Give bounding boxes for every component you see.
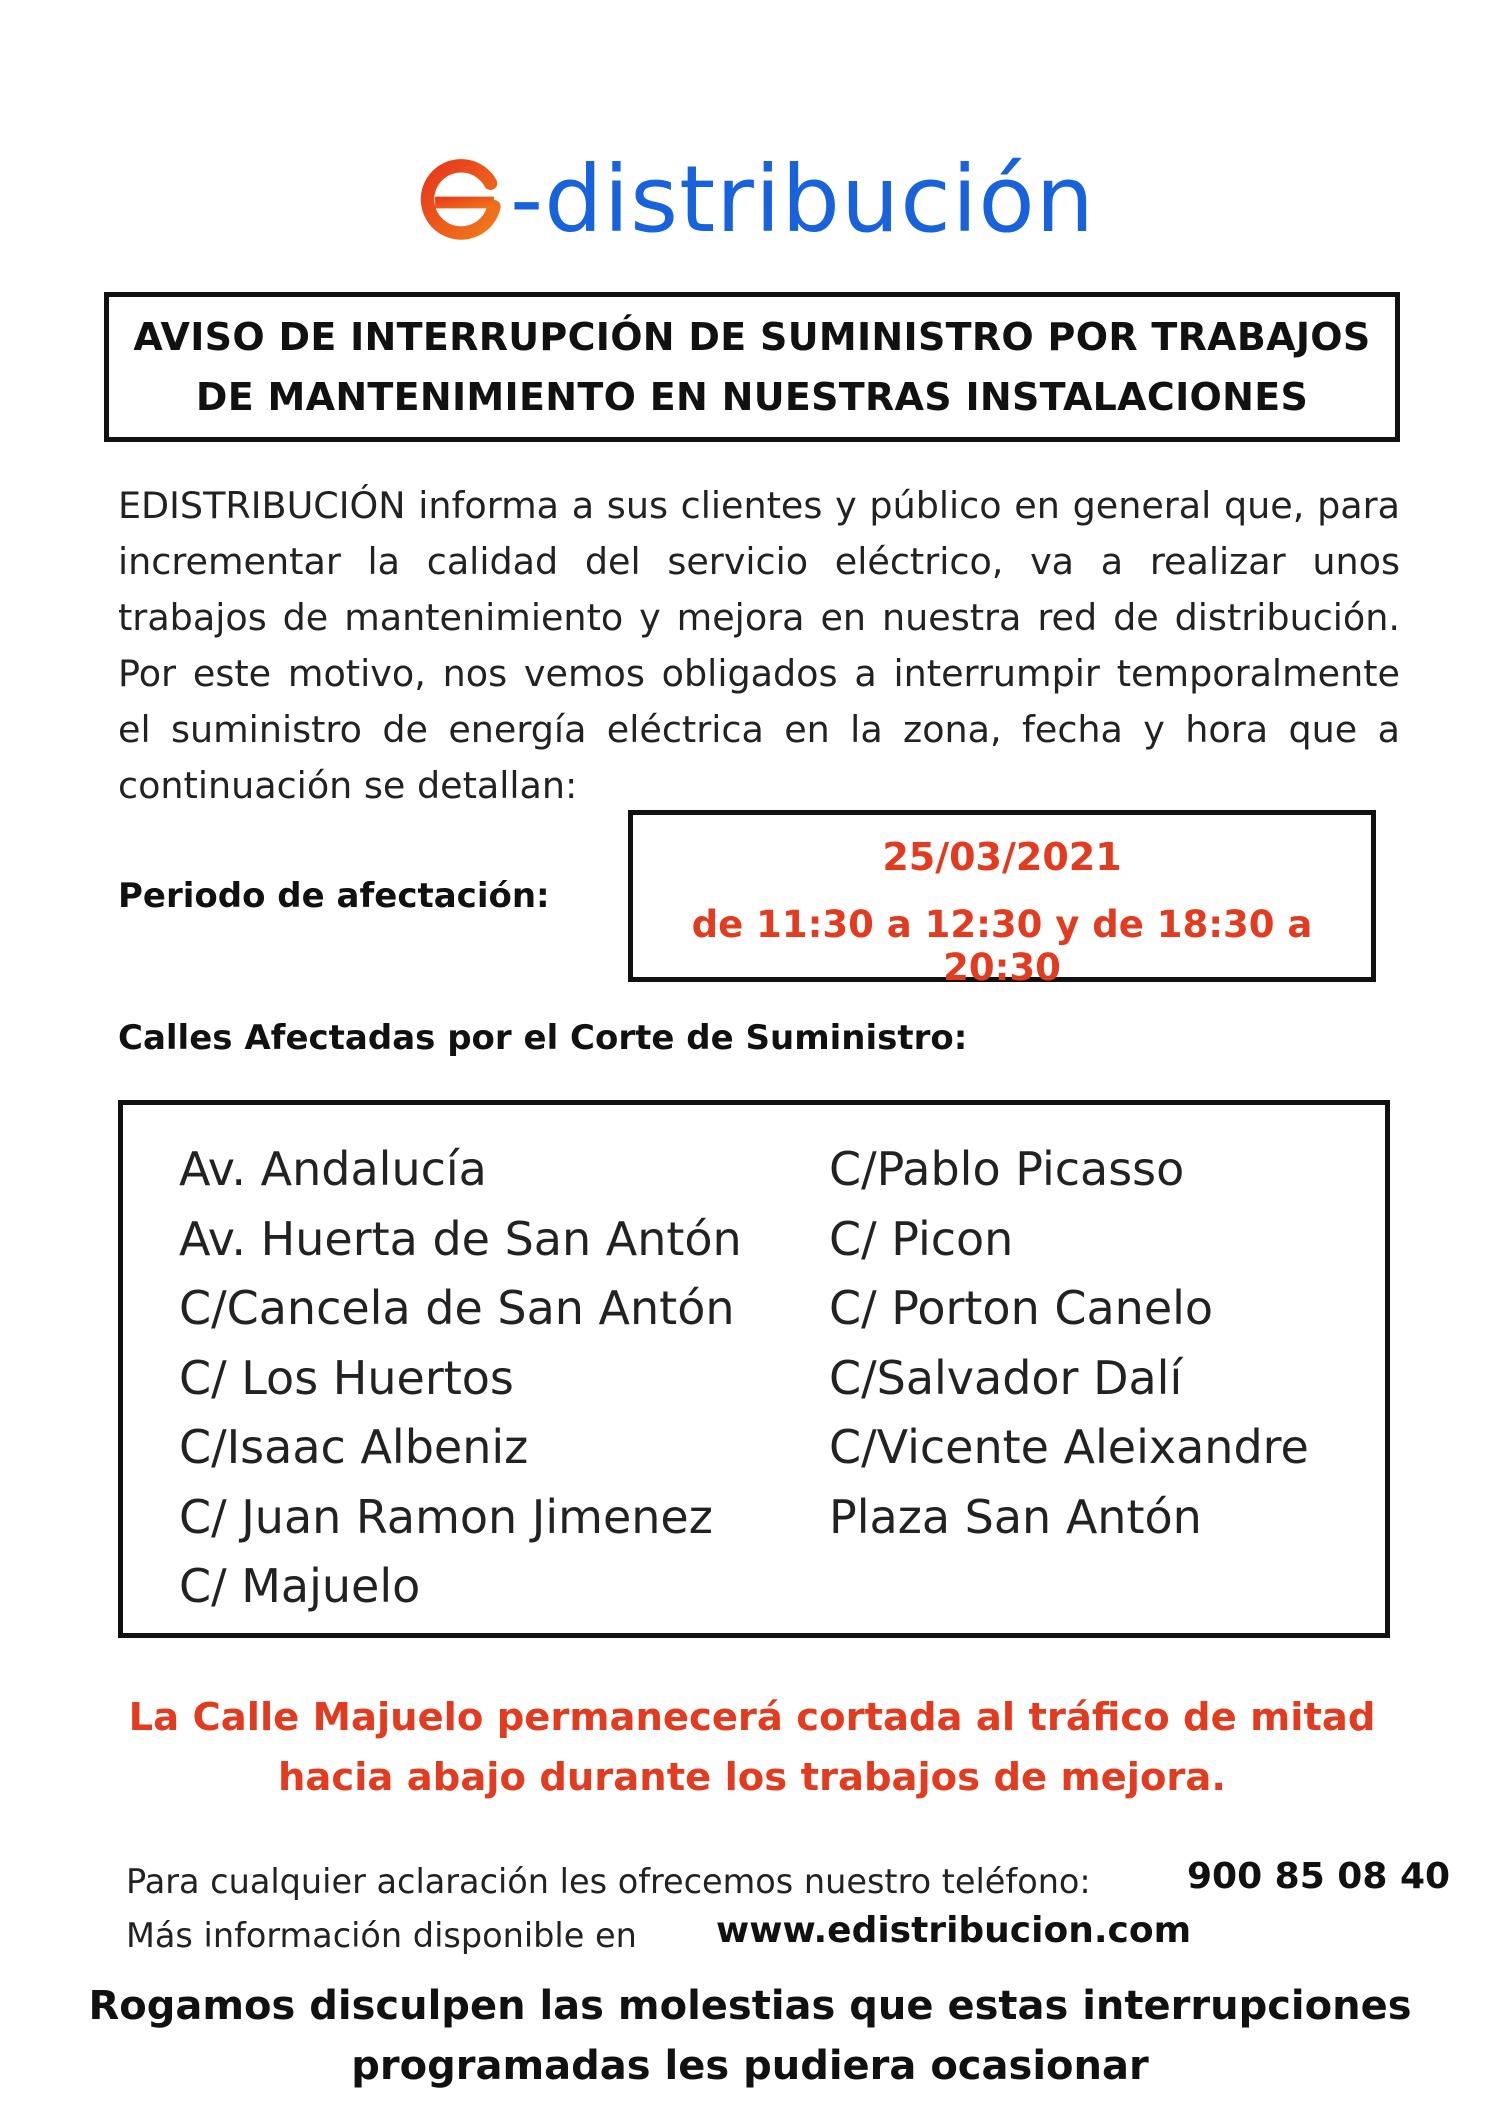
title-line-2: DE MANTENIMIENTO EN NUESTRAS INSTALACIONES <box>195 375 1309 419</box>
title-box <box>104 292 1400 442</box>
closing-message <box>60 1976 1440 2096</box>
web-link[interactable]: www.edistribucion.com <box>716 1910 1192 1951</box>
period-time: de 11:30 a 12:30 y de 18:30 a 20:30 <box>691 903 1313 989</box>
street-item: C/ Juan Ramon Jimenez <box>179 1489 713 1544</box>
notice-line-1: La Calle Majuelo permanecerá cortada al tráfico de mitad <box>128 1695 1376 1740</box>
title-line-1: AVISO DE INTERRUPCIÓN DE SUMINISTRO POR TRABAJOS <box>133 315 1371 359</box>
street-item: Av. Huerta de San Antón <box>179 1211 742 1266</box>
street-item: C/Salvador Dalí <box>829 1350 1183 1405</box>
period-date: 25/03/2021 <box>882 835 1122 879</box>
logo <box>420 140 1100 260</box>
streets-left-column <box>179 1135 742 1622</box>
street-item: Av. Andalucía <box>179 1142 487 1196</box>
street-item: C/ Los Huertos <box>179 1350 514 1405</box>
logo-text: -distribución <box>510 146 1095 253</box>
streets-box <box>118 1100 1390 1638</box>
period-box <box>628 810 1376 989</box>
street-item: Plaza San Antón <box>829 1489 1202 1544</box>
street-item: C/Pablo Picasso <box>829 1142 1185 1196</box>
street-item: C/Vicente Aleixandre <box>829 1420 1309 1474</box>
street-item: C/ Majuelo <box>179 1559 421 1613</box>
street-item: C/Cancela de San Antón <box>179 1281 735 1335</box>
e-logo-icon <box>420 158 504 242</box>
closing-line-1: Rogamos disculpen las molestias que estas interrupciones <box>88 1983 1412 2029</box>
web-text: Más información disponible en <box>126 1916 637 1955</box>
phone-number[interactable]: 900 85 08 40 <box>1187 1856 1451 1897</box>
closing-line-2: programadas les pudiera ocasionar <box>351 2043 1149 2089</box>
notice-line-2: hacia abajo durante los trabajos de mejora. <box>277 1755 1226 1800</box>
intro-paragraph: EDISTRIBUCIÓN informa a sus clientes y público en general que, para incrementar la calidad del servicio eléctrico, va a realizar unos trabajos de mantenimiento y mejora en nuestra red de distribución. Por este motivo, nos vemos obligados a interrumpir temporalmente el suministro de energía eléctrica en la zona, fecha y hora que a continuación se detallan: <box>118 484 1400 807</box>
streets-heading: Calles Afectadas por el Corte de Suministro: <box>118 1018 968 1058</box>
phone-text: Para cualquier aclaración les ofrecemos nuestro teléfono: <box>126 1862 1091 1901</box>
traffic-notice <box>104 1688 1400 1808</box>
street-item: C/ Picon <box>829 1211 1014 1266</box>
streets-right-column <box>829 1135 1309 1552</box>
street-item: C/ Porton Canelo <box>829 1281 1214 1335</box>
street-item: C/Isaac Albeniz <box>179 1420 529 1474</box>
period-label: Periodo de afectación: <box>118 876 550 916</box>
